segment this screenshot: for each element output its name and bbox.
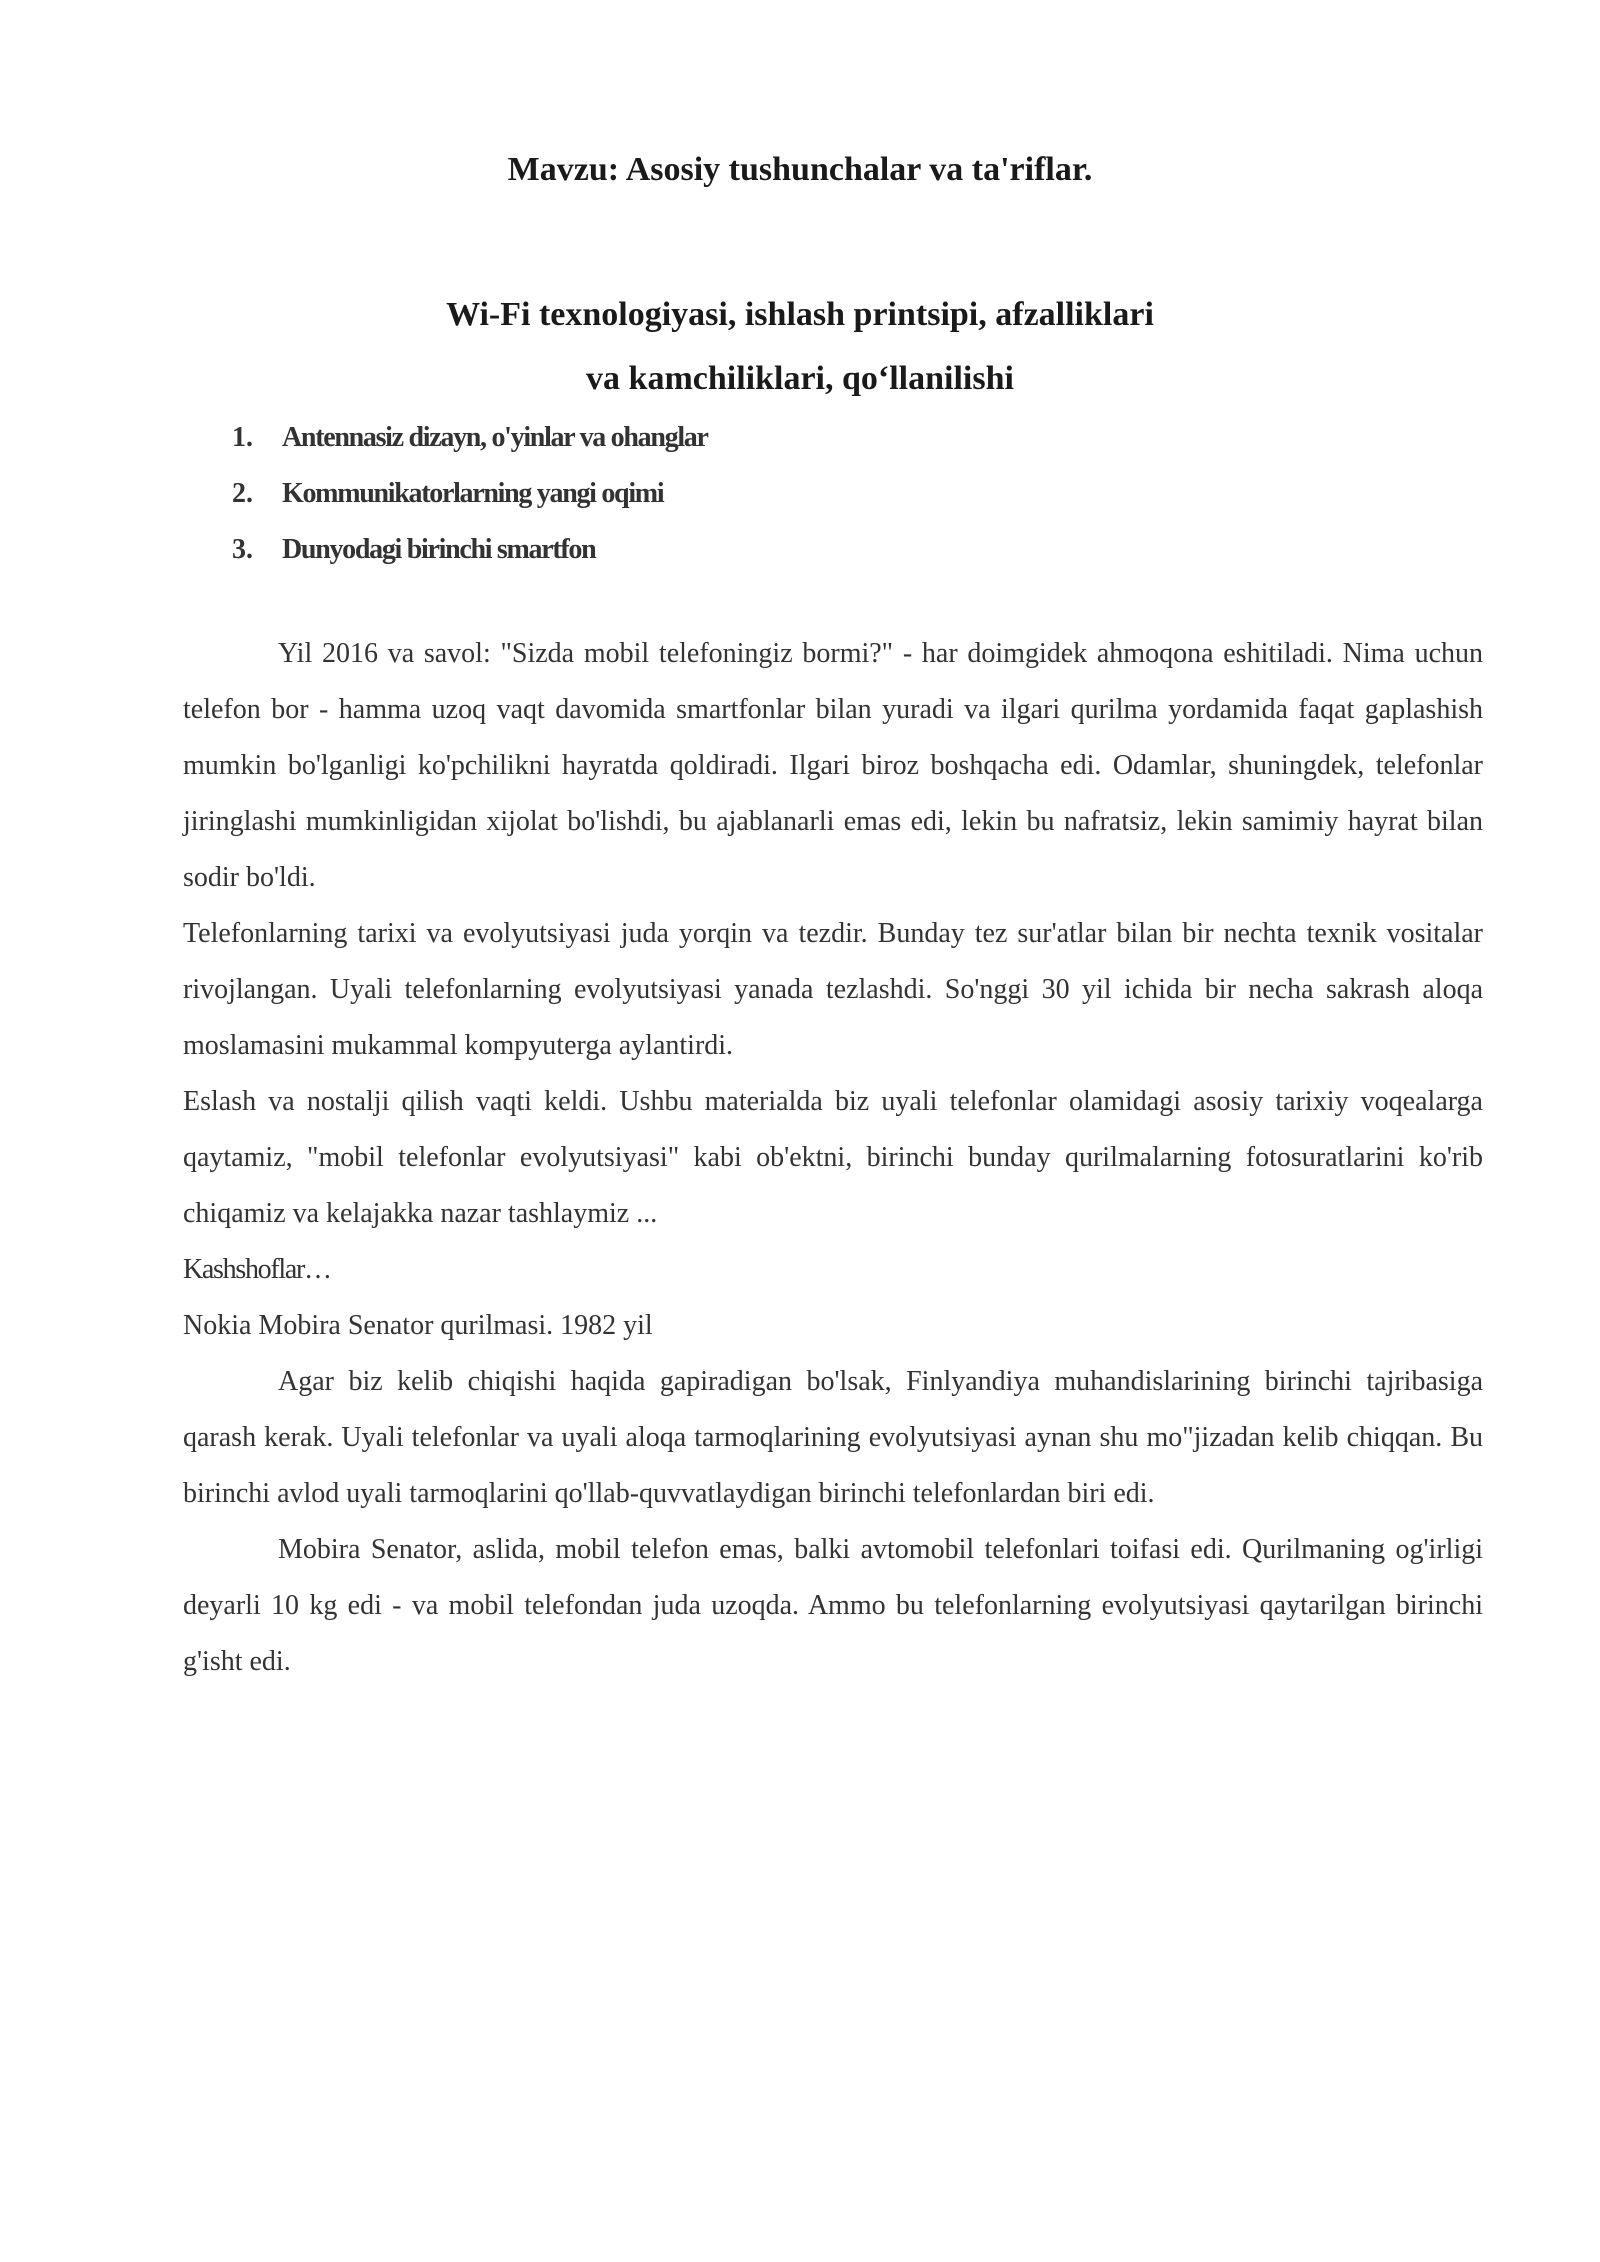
- device-caption: Nokia Mobira Senator qurilmasi. 1982 yil: [183, 1310, 653, 1341]
- topic-label: Kommunikatorlarning yangi oqimi: [282, 478, 664, 509]
- paragraph-history: Telefonlarning tarixi va evolyutsiyasi juda yorqin va tezdir. Bunday tez sur'atlar bilan bir nechta texnik vositalar rivojlangan. Uyali telefonlarning evolyutsiyasi yanada tezlashdi. So'nggi 30 yil ichida bir necha sakrash aloqa moslamasini mukammal kompyuterga aylantirdi.: [183, 918, 1483, 1061]
- topic-number: 2.: [232, 478, 253, 509]
- topic-label: Dunyodagi birinchi smartfon: [282, 534, 596, 565]
- subtitle-line-2: va kamchiliklari, qo‘llanilishi: [586, 360, 1014, 397]
- section-heading-pioneers: Kashshoflar…: [183, 1254, 331, 1285]
- paragraph-mobira-senator: Mobira Senator, aslida, mobil telefon emas, balki avtomobil telefonlari toifasi edi. Qurilmaning og'irligi deyarli 10 kg edi - va mobil telefondan juda uzoqda. Ammo bu telefonlarning evolyutsiyasi qaytarilgan birinchi g'isht edi.: [183, 1534, 1483, 1677]
- document-body: [183, 626, 1483, 1690]
- topic-number: 1.: [232, 422, 253, 453]
- paragraph-origins: Agar biz kelib chiqishi haqida gapiradigan bo'lsak, Finlyandiya muhandislarining birinchi tajribasiga qarash kerak. Uyali telefonlar va uyali aloqa tarmoqlarining evolyutsiyasi aynan shu mo"jizadan kelib chiqqan. Bu birinchi avlod uyali tarmoqlarini qo'llab-quvvatlaydigan birinchi telefonlardan biri edi.: [183, 1366, 1483, 1509]
- topic-label: Antennasiz dizayn, o'yinlar va ohanglar: [282, 422, 708, 453]
- paragraph-intro: Yil 2016 va savol: "Sizda mobil telefoningiz bormi?" - har doimgidek ahmoqona eshitiladi. Nima uchun telefon bor - hamma uzoq vaqt davomida smartfonlar bilan yuradi va ilgari qurilma yordamida faqat gaplashish mumkin bo'lganligi ko'pchilikni hayratda qoldiradi. Ilgari biroz boshqacha edi. Odamlar, shuningdek, telefonlar jiringlashi mumkinligidan xijolat bo'lishdi, bu ajablanarli emas edi, lekin bu nafratsiz, lekin samimiy hayrat bilan sodir bo'ldi.: [183, 638, 1483, 893]
- subtitle-line-1: Wi-Fi texnologiyasi, ishlash printsipi, afzalliklari: [446, 296, 1154, 333]
- topic-number: 3.: [232, 534, 253, 565]
- paragraph-nostalgia: Eslash va nostalji qilish vaqti keldi. Ushbu materialda biz uyali telefonlar olamidagi asosiy tarixiy voqealarga qaytamiz, "mobil telefonlar evolyutsiyasi" kabi ob'ektni, birinchi bunday qurilmalarning fotosuratlarini ko'rib chiqamiz va kelajakka nazar tashlaymiz ...: [183, 1086, 1483, 1229]
- page-title: Mavzu: Asosiy tushunchalar va ta'riflar.: [507, 151, 1093, 188]
- document-subtitle: [0, 283, 1600, 411]
- topic-list-item: [232, 410, 708, 466]
- topic-list-item: [232, 466, 708, 522]
- topic-list: [232, 410, 708, 578]
- topic-list-item: [232, 522, 708, 578]
